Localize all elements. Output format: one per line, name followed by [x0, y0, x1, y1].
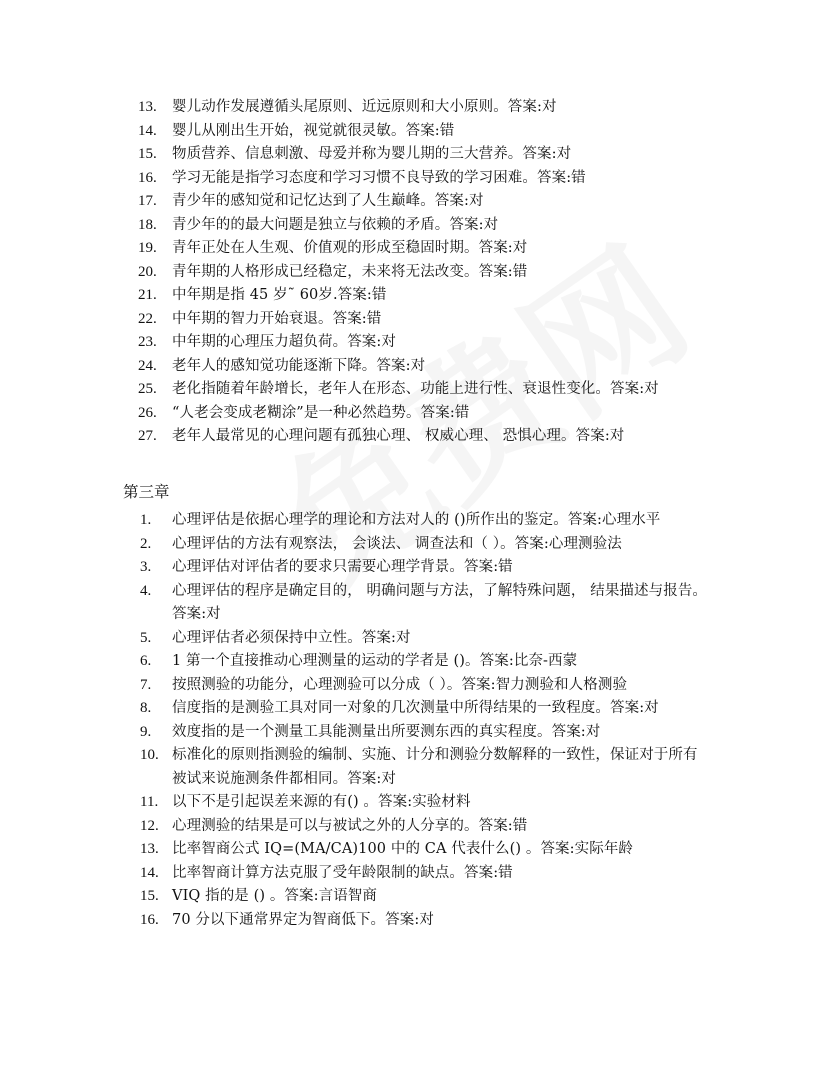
item-text: 物质营养、信息刺激、母爱并称为婴儿期的三大营养。答案:对 [172, 146, 572, 162]
item-number: 22. [138, 310, 157, 327]
item-text: 比率智商公式 IQ=(MA/CA)100 中的 CA 代表什么() 。答案:实际年龄 [172, 841, 634, 857]
item-number: 27. [138, 428, 157, 444]
item-text: 标准化的原则指测验的编制、实施、计分和测验分数解释的一致性，保证对于所有被试来说施测条件都相同。答案:对 [172, 747, 698, 787]
item-text: 老化指随着年龄增长，老年人在形态、功能上进行性、衰退性变化。答案:对 [172, 381, 659, 397]
list-item [0, 284, 830, 308]
item-text: 心理评估者必须保持中立性。答案:对 [172, 629, 411, 646]
list-item [0, 237, 830, 261]
item-text: 心理评估的方法有观察法， 会谈法、 调查法和（ ）。答案:心理测验法 [172, 535, 622, 552]
item-number: 11. [140, 794, 159, 810]
item-text: 青少年的的最大问题是独立与依赖的矛盾。答案:对 [172, 216, 499, 233]
list-item [0, 167, 830, 191]
item-text: 1 第一个直接推动心理测量的运动的学者是 ()。答案:比奈-西蒙 [172, 653, 578, 669]
list-item [0, 791, 830, 815]
list-item [0, 885, 830, 909]
item-number: 2. [140, 535, 152, 552]
chapter-heading: 第三章 [123, 483, 170, 501]
list-item [0, 378, 830, 402]
item-text: VIQ 指的是 () 。答案:言语智商 [172, 888, 378, 904]
list-item [0, 862, 830, 886]
item-number: 20. [138, 263, 157, 280]
true-false-list-part1 [0, 96, 830, 449]
list-item [0, 744, 830, 791]
true-false-list-chapter3 [0, 509, 830, 932]
list-item [0, 909, 830, 933]
item-text: 心理评估的程序是确定目的， 明确问题与方法，了解特殊问题， 结果描述与报告。答案:对 [172, 582, 708, 622]
item-text: 婴儿动作发展遵循头尾原则、近远原则和大小原则。答案:对 [172, 99, 557, 115]
item-number: 5. [140, 629, 152, 646]
item-text: 心理评估对评估者的要求只需要心理学背景。答案:错 [172, 559, 513, 575]
item-text: 以下不是引起误差来源的有() 。答案:实验材料 [172, 794, 471, 810]
item-number: 19. [138, 240, 157, 256]
list-item [0, 331, 830, 355]
item-text: 婴儿从刚出生开始，视觉就很灵敏。答案:错 [172, 122, 455, 139]
list-item [0, 838, 830, 862]
item-text: 心理测验的结果是可以与被试之外的人分享的。答案:错 [172, 817, 528, 834]
item-number: 16. [140, 911, 159, 928]
list-item [0, 190, 830, 214]
list-item [0, 556, 830, 580]
item-number: 15. [138, 146, 157, 162]
list-item [0, 697, 830, 721]
item-number: 10. [140, 747, 159, 763]
item-text: 老年人的感知觉功能逐渐下降。答案:对 [172, 357, 426, 374]
item-text: 效度指的是一个测量工具能测量出所要测东西的真实程度。答案:对 [172, 723, 601, 740]
item-text: 心理评估是依据心理学的理论和方法对人的 ()所作出的鉴定。答案:心理水平 [172, 512, 661, 528]
item-number: 16. [138, 169, 157, 186]
item-number: 13. [138, 99, 157, 115]
list-item [0, 509, 830, 533]
item-text: 青年正处在人生观、价值观的形成至稳固时期。答案:对 [172, 240, 528, 256]
item-number: 21. [138, 287, 157, 303]
list-item [0, 815, 830, 839]
list-item [0, 627, 830, 651]
item-text: 中年期的智力开始衰退。答案:错 [172, 310, 382, 327]
item-text: “人老会变成老糊涂”是一种必然趋势。答案:错 [172, 404, 470, 421]
item-number: 4. [140, 582, 152, 599]
item-number: 6. [140, 653, 152, 669]
item-text: 比率智商计算方法克服了受年龄限制的缺点。答案:错 [172, 864, 513, 881]
item-number: 15. [140, 888, 159, 904]
list-item [0, 580, 830, 627]
item-text: 青年期的人格形成已经稳定，未来将无法改变。答案:错 [172, 263, 528, 280]
item-number: 9. [140, 723, 152, 740]
item-number: 25. [138, 381, 157, 397]
list-item [0, 214, 830, 238]
item-number: 23. [138, 334, 157, 350]
item-number: 7. [140, 676, 152, 693]
list-item [0, 402, 830, 426]
item-number: 14. [140, 864, 159, 881]
item-text: 青少年的感知觉和记忆达到了人生巅峰。答案:对 [172, 193, 484, 209]
item-number: 1. [140, 512, 152, 528]
list-item [0, 650, 830, 674]
item-text: 老年人最常见的心理问题有孤独心理、 权威心理、 恐惧心理。答案:对 [172, 428, 625, 444]
list-item [0, 674, 830, 698]
item-text: 信度指的是测验工具对同一对象的几次测量中所得结果的一致程度。答案:对 [172, 700, 659, 716]
item-text: 中年期是指 45 岁˜ 60岁.答案:错 [172, 287, 387, 303]
list-item [0, 120, 830, 144]
list-item [0, 533, 830, 557]
item-text: 按照测验的功能分，心理测验可以分成（ ）。答案:智力测验和人格测验 [172, 676, 628, 693]
list-item [0, 96, 830, 120]
list-item [0, 355, 830, 379]
item-text: 70 分以下通常界定为智商低下。答案:对 [172, 911, 434, 928]
list-item [0, 308, 830, 332]
item-number: 14. [138, 122, 157, 139]
item-text: 中年期的心理压力超负荷。答案:对 [172, 334, 396, 350]
list-item [0, 143, 830, 167]
item-number: 24. [138, 357, 157, 374]
item-number: 12. [140, 817, 159, 834]
item-number: 13. [140, 841, 159, 857]
list-item [0, 721, 830, 745]
list-item [0, 261, 830, 285]
item-number: 17. [138, 193, 157, 209]
item-number: 26. [138, 404, 157, 421]
item-number: 3. [140, 559, 152, 575]
item-number: 8. [140, 700, 152, 716]
item-number: 18. [138, 216, 157, 233]
list-item [0, 425, 830, 449]
item-text: 学习无能是指学习态度和学习习惯不良导致的学习困难。答案:错 [172, 169, 586, 186]
